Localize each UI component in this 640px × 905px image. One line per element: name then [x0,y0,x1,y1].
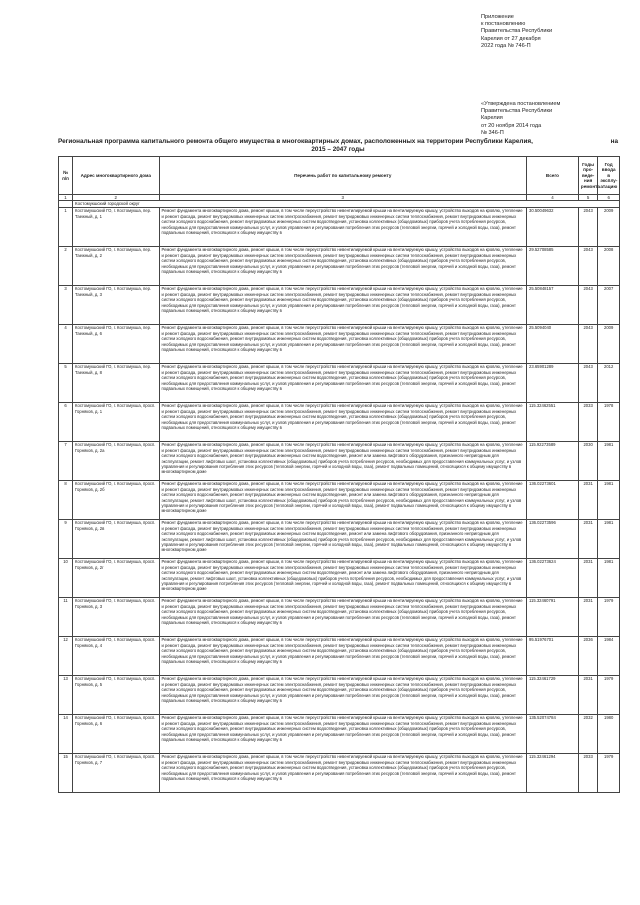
row-works: Ремонт фундамента многоквартирного дома, ремонт крыши, в том числе переустройство невентилируемой крыши на вентилируемую крышу, устройство выходов на кровлю, утепление и ремонт фасада, ремонт внутридомовых инженерных систем электроснабжения, ремонт внутридомовых инженерных систем теплоснабжения, ремонт внутридомовых инженерных систем холодного водоснабжения, ремонт внутридомовых инженерных систем водоотведения, установка коллективных (общедомовых) приборов учета потребления ресурсов, необходимых для предоставления коммунальных услуг, и узлов управления и регулирования потребления этих ресурсов (тепловой энергии, горячей и холодной воды, газа), ремонт подвальных помещений, относящихся к общему имуществу в [159,247,527,286]
table-row [59,208,620,247]
table-row [59,325,620,364]
row-works: Ремонт фундамента многоквартирного дома, ремонт крыши, в том числе переустройство невентилируемой крыши на вентилируемую крышу, устройство выходов на кровлю, утепление и ремонт фасада, ремонт внутридомовых инженерных систем электроснабжения, ремонт внутридомовых инженерных систем теплоснабжения, ремонт внутридомовых инженерных систем холодного водоснабжения, ремонт внутридомовых инженерных систем водоотведения, установка коллективных (общедомовых) приборов учета потребления ресурсов, необходимых для предоставления коммунальных услуг, и узлов управления и регулирования потребления этих ресурсов (тепловой энергии, горячей и холодной воды, газа), ремонт подвальных помещений, относящихся к общему имуществу в [159,754,527,793]
col-number: 3 [159,195,527,201]
col-number: 1 [59,195,73,201]
table-row [59,442,620,481]
row-number: 8 [59,481,73,520]
row-number: 12 [59,637,73,676]
row-number: 15 [59,754,73,793]
row-commission-year: 2009 [598,325,620,364]
col-number: 5 [578,195,597,201]
row-total: 136.02273624 [527,559,579,598]
table-row [59,247,620,286]
row-total: 23.65901289 [527,364,579,403]
row-repair-year: 2031 [578,559,597,598]
row-works: Ремонт фундамента многоквартирного дома, ремонт крыши, в том числе переустройство невентилируемой крыши на вентилируемую крышу, устройство выходов на кровлю, утепление и ремонт фасада, ремонт внутридомовых инженерных систем электроснабжения, ремонт внутридомовых инженерных систем теплоснабжения, ремонт внутридомовых инженерных систем холодного водоснабжения, ремонт внутридомовых инженерных систем водоотведения, установка коллективных (общедомовых) приборов учета потребления ресурсов, необходимых для предоставления коммунальных услуг, и узлов управления и регулирования потребления этих ресурсов (тепловой энергии, горячей и холодной воды, газа), ремонт подвальных помещений, относящихся к общему имуществу в [159,676,527,715]
col-header-address: Адрес многоквартирного дома [73,157,159,195]
row-commission-year: 2012 [598,364,620,403]
row-address: Костомукшский ГО, г. Костомукша, пер. Таежный, д. 1 [73,208,159,247]
row-total: 135.52074784 [527,715,579,754]
row-address: Костомукшский ГО, г. Костомукша, просп. Горняков, д. 2а [73,442,159,481]
col-number: 6 [598,195,620,201]
row-repair-year: 2036 [578,637,597,676]
table-row [59,286,620,325]
row-repair-year: 2031 [578,598,597,637]
table-row [59,637,620,676]
row-address: Костомукшский ГО, г. Костомукша, просп. Горняков, д. 1 [73,403,159,442]
row-number: 3 [59,286,73,325]
table-row [59,754,620,793]
row-number: 13 [59,676,73,715]
row-number: 11 [59,598,73,637]
row-commission-year: 1981 [598,481,620,520]
table-row [59,598,620,637]
row-number: 1 [59,208,73,247]
col-header-repair-years: Годы про-веде-ния ремонта [578,157,597,195]
row-commission-year: 2008 [598,247,620,286]
row-commission-year: 1978 [598,403,620,442]
row-number: 10 [59,559,73,598]
row-works: Ремонт фундамента многоквартирного дома, ремонт крыши, в том числе переустройство невентилируемой крыши на вентилируемую крышу, устройство выходов на кровлю, утепление и ремонт фасада, ремонт внутридомовых инженерных систем электроснабжения, ремонт внутридомовых инженерных систем теплоснабжения, ремонт внутридомовых инженерных систем холодного водоснабжения, ремонт внутридомовых инженерных систем водоотведения, установка коллективных (общедомовых) приборов учета потребления ресурсов, необходимых для предоставления коммунальных услуг, и узлов управления и регулирования потребления этих ресурсов (тепловой энергии, горячей и холодной воды, газа), ремонт подвальных помещений, относящихся к общему имуществу в [159,403,527,442]
table-row [59,559,620,598]
row-repair-year: 2043 [578,286,597,325]
row-address: Костомукшский ГО, г. Костомукша, просп. Горняков, д. 2г [73,559,159,598]
title-suffix: на [610,138,618,145]
col-header-commission-year: Год ввода в эксплу-атацию [598,157,620,195]
row-address: Костомукшский ГО, г. Костомукша, просп. Горняков, д. 2б [73,481,159,520]
row-works: Ремонт фундамента многоквартирного дома, ремонт крыши, в том числе переустройство невентилируемой крыши на вентилируемую крышу, устройство выходов на кровлю, утепление и ремонт фасада, ремонт внутридомовых инженерных систем электроснабжения, ремонт внутридомовых инженерных систем теплоснабжения, ремонт внутридомовых инженерных систем холодного водоснабжения, ремонт внутридомовых инженерных систем водоотведения, ремонт или замена лифтового оборудования, признанного непригодным для эксплуатации, ремонт лифтовых шахт, установка коллективных (общедомовых) приборов учета потребления ресурсов, необходимых для предоставления коммунальных услуг, и узлов управления и регулирования потребления этих ресурсов (тепловой энергии, горячей и холодной воды, газа), ремонт подвальных помещений, относящихся к общему имуществу в многоквартирном доме [159,481,527,520]
row-total: 115.32462551 [527,403,579,442]
table-row [59,481,620,520]
row-total: 115.92273589 [527,442,579,481]
table-row [59,676,620,715]
row-total: 115.32460791 [527,598,579,637]
table-row [59,403,620,442]
row-total: 136.02273601 [527,481,579,520]
row-repair-year: 2043 [578,247,597,286]
row-works: Ремонт фундамента многоквартирного дома, ремонт крыши, в том числе переустройство невентилируемой крыши на вентилируемую крышу, устройство выходов на кровлю, утепление и ремонт фасада, ремонт внутридомовых инженерных систем электроснабжения, ремонт внутридомовых инженерных систем теплоснабжения, ремонт внутридомовых инженерных систем холодного водоснабжения, ремонт внутридомовых инженерных систем водоотведения, установка коллективных (общедомовых) приборов учета потребления ресурсов, необходимых для предоставления коммунальных услуг, и узлов управления и регулирования потребления этих ресурсов (тепловой энергии, горячей и холодной воды, газа), ремонт подвальных помещений, относящихся к общему имуществу в [159,598,527,637]
row-repair-year: 2043 [578,364,597,403]
row-total: 30.50049632 [527,208,579,247]
row-commission-year: 1984 [598,637,620,676]
row-repair-year: 2043 [578,208,597,247]
row-repair-year: 2032 [578,715,597,754]
row-works: Ремонт фундамента многоквартирного дома, ремонт крыши, в том числе переустройство невентилируемой крыши на вентилируемую крышу, устройство выходов на кровлю, утепление и ремонт фасада, ремонт внутридомовых инженерных систем электроснабжения, ремонт внутридомовых инженерных систем теплоснабжения, ремонт внутридомовых инженерных систем холодного водоснабжения, ремонт внутридомовых инженерных систем водоотведения, установка коллективных (общедомовых) приборов учета потребления ресурсов, необходимых для предоставления коммунальных услуг, и узлов управления и регулирования потребления этих ресурсов (тепловой энергии, горячей и холодной воды, газа), ремонт подвальных помещений, относящихся к общему имуществу в [159,637,527,676]
row-commission-year: 1979 [598,598,620,637]
row-repair-year: 2031 [578,676,597,715]
row-repair-year: 2033 [578,754,597,793]
row-commission-year: 2007 [598,286,620,325]
row-number: 5 [59,364,73,403]
approval-note: «Утверждена постановлением Правительства Республики Карелия от 20 ноября 2014 года № 346-П [481,101,561,136]
row-works: Ремонт фундамента многоквартирного дома, ремонт крыши, в том числе переустройство невентилируемой крыши на вентилируемую крышу, устройство выходов на кровлю, утепление и ремонт фасада, ремонт внутридомовых инженерных систем электроснабжения, ремонт внутридомовых инженерных систем теплоснабжения, ремонт внутридомовых инженерных систем холодного водоснабжения, ремонт внутридомовых инженерных систем водоотведения, установка коллективных (общедомовых) приборов учета потребления ресурсов, необходимых для предоставления коммунальных услуг, и узлов управления и регулирования потребления этих ресурсов (тепловой энергии, горячей и холодной воды, газа), ремонт подвальных помещений, относящихся к общему имуществу в [159,715,527,754]
row-address: Костомукшский ГО, г. Костомукша, просп. Горняков, д. 2в [73,520,159,559]
row-number: 6 [59,403,73,442]
row-total: 115.32461294 [527,754,579,793]
repair-program-table [58,156,620,793]
row-address: Костомукшский ГО, г. Костомукша, просп. Горняков, д. 4 [73,637,159,676]
table-row [59,364,620,403]
row-works: Ремонт фундамента многоквартирного дома, ремонт крыши, в том числе переустройство невентилируемой крыши на вентилируемую крышу, устройство выходов на кровлю, утепление и ремонт фасада, ремонт внутридомовых инженерных систем электроснабжения, ремонт внутридомовых инженерных систем теплоснабжения, ремонт внутридомовых инженерных систем холодного водоснабжения, ремонт внутридомовых инженерных систем водоотведения, ремонт или замена лифтового оборудования, признанного непригодным для эксплуатации, ремонт лифтовых шахт, установка коллективных (общедомовых) приборов учета потребления ресурсов, необходимых для предоставления коммунальных услуг, и узлов управления и регулирования потребления этих ресурсов (тепловой энергии, горячей и холодной воды, газа), ремонт подвальных помещений, относящихся к общему имуществу в многоквартирном доме [159,520,527,559]
row-commission-year: 1981 [598,559,620,598]
row-works: Ремонт фундамента многоквартирного дома, ремонт крыши, в том числе переустройство невентилируемой крыши на вентилируемую крышу, устройство выходов на кровлю, утепление и ремонт фасада, ремонт внутридомовых инженерных систем электроснабжения, ремонт внутридомовых инженерных систем теплоснабжения, ремонт внутридомовых инженерных систем холодного водоснабжения, ремонт внутридомовых инженерных систем водоотведения, установка коллективных (общедомовых) приборов учета потребления ресурсов, необходимых для предоставления коммунальных услуг, и узлов управления и регулирования потребления этих ресурсов (тепловой энергии, горячей и холодной воды, газа), ремонт подвальных помещений, относящихся к общему имуществу в [159,208,527,247]
row-repair-year: 2031 [578,481,597,520]
row-address: Костомукшский ГО, г. Костомукша, просп. Горняков, д. 3 [73,598,159,637]
row-repair-year: 2033 [578,403,597,442]
row-address: Костомукшский ГО, г. Костомукша, просп. Горняков, д. 5 [73,676,159,715]
row-address: Костомукшский ГО, г. Костомукша, просп. Горняков, д. 6 [73,715,159,754]
row-total: 25.5094040 [527,325,579,364]
col-header-total: Всего [527,157,579,195]
row-total: 25.50848157 [527,286,579,325]
row-works: Ремонт фундамента многоквартирного дома, ремонт крыши, в том числе переустройство невентилируемой крыши на вентилируемую крышу, устройство выходов на кровлю, утепление и ремонт фасада, ремонт внутридомовых инженерных систем электроснабжения, ремонт внутридомовых инженерных систем теплоснабжения, ремонт внутридомовых инженерных систем холодного водоснабжения, ремонт внутридомовых инженерных систем водоотведения, установка коллективных (общедомовых) приборов учета потребления ресурсов, необходимых для предоставления коммунальных услуг, и узлов управления и регулирования потребления этих ресурсов (тепловой энергии, горячей и холодной воды, газа), ремонт подвальных помещений, относящихся к общему имуществу в [159,364,527,403]
row-works: Ремонт фундамента многоквартирного дома, ремонт крыши, в том числе переустройство невентилируемой крыши на вентилируемую крышу, устройство выходов на кровлю, утепление и ремонт фасада, ремонт внутридомовых инженерных систем электроснабжения, ремонт внутридомовых инженерных систем теплоснабжения, ремонт внутридомовых инженерных систем холодного водоснабжения, ремонт внутридомовых инженерных систем водоотведения, ремонт или замена лифтового оборудования, признанного непригодным для эксплуатации, ремонт лифтовых шахт, установка коллективных (общедомовых) приборов учета потребления ресурсов, необходимых для предоставления коммунальных услуг, и узлов управления и регулирования потребления этих ресурсов (тепловой энергии, горячей и холодной воды, газа), ремонт подвальных помещений, относящихся к общему имуществу в многоквартирном доме [159,442,527,481]
row-address: Костомукшский ГО, г. Костомукша, пер. Таежный, д. 8 [73,364,159,403]
row-repair-year: 2030 [578,442,597,481]
row-total: 136.02273596 [527,520,579,559]
row-works: Ремонт фундамента многоквартирного дома, ремонт крыши, в том числе переустройство невентилируемой крыши на вентилируемую крышу, устройство выходов на кровлю, утепление и ремонт фасада, ремонт внутридомовых инженерных систем электроснабжения, ремонт внутридомовых инженерных систем теплоснабжения, ремонт внутридомовых инженерных систем холодного водоснабжения, ремонт внутридомовых инженерных систем водоотведения, установка коллективных (общедомовых) приборов учета потребления ресурсов, необходимых для предоставления коммунальных услуг, и узлов управления и регулирования потребления этих ресурсов (тепловой энергии, горячей и холодной воды, газа), ремонт подвальных помещений, относящихся к общему имуществу в [159,286,527,325]
row-total: 115.32461729 [527,676,579,715]
row-commission-year: 1981 [598,520,620,559]
table-row [59,715,620,754]
col-header-num: № п/п [59,157,73,195]
col-header-works: Перечень работ по капитальному ремонту [159,157,527,195]
row-commission-year: 1980 [598,715,620,754]
table-row [59,520,620,559]
row-works: Ремонт фундамента многоквартирного дома, ремонт крыши, в том числе переустройство невентилируемой крыши на вентилируемую крышу, устройство выходов на кровлю, утепление и ремонт фасада, ремонт внутридомовых инженерных систем электроснабжения, ремонт внутридомовых инженерных систем теплоснабжения, ремонт внутридомовых инженерных систем холодного водоснабжения, ремонт внутридомовых инженерных систем водоотведения, установка коллективных (общедомовых) приборов учета потребления ресурсов, необходимых для предоставления коммунальных услуг, и узлов управления и регулирования потребления этих ресурсов (тепловой энергии, горячей и холодной воды, газа), ремонт подвальных помещений, относящихся к общему имуществу в [159,325,527,364]
row-repair-year: 2043 [578,325,597,364]
row-address: Костомукшский ГО, г. Костомукша, пер. Таежный, д. 3 [73,286,159,325]
row-commission-year: 1981 [598,442,620,481]
title-line-1: Региональная программа капитального ремонта общего имущества в многоквартирных домах, расположенных на территории Республики Карелия, [58,138,533,145]
group-heading: Костомукшский городской округ [73,201,620,208]
row-address: Костомукшский ГО, г. Костомукша, пер. Таежный, д. 6 [73,325,159,364]
appendix-note: Приложение к постановлению Правительства Республики Карелия от 27 декабря 2022 года № 746-П [481,14,553,49]
row-total: 95.51976701 [527,637,579,676]
row-commission-year: 1979 [598,676,620,715]
row-address: Костомукшский ГО, г. Костомукша, просп. Горняков, д. 7 [73,754,159,793]
row-number: 4 [59,325,73,364]
row-works: Ремонт фундамента многоквартирного дома, ремонт крыши, в том числе переустройство невентилируемой крыши на вентилируемую крышу, устройство выходов на кровлю, утепление и ремонт фасада, ремонт внутридомовых инженерных систем электроснабжения, ремонт внутридомовых инженерных систем теплоснабжения, ремонт внутридомовых инженерных систем холодного водоснабжения, ремонт внутридомовых инженерных систем водоотведения, ремонт или замена лифтового оборудования, признанного непригодным для эксплуатации, ремонт лифтовых шахт, установка коллективных (общедомовых) приборов учета потребления ресурсов, необходимых для предоставления коммунальных услуг, и узлов управления и регулирования потребления этих ресурсов (тепловой энергии, горячей и холодной воды, газа), ремонт подвальных помещений, относящихся к общему имуществу в многоквартирном доме [159,559,527,598]
row-total: 29.52708585 [527,247,579,286]
row-repair-year: 2031 [578,520,597,559]
row-number: 9 [59,520,73,559]
row-commission-year: 1979 [598,754,620,793]
row-number: 7 [59,442,73,481]
row-number: 14 [59,715,73,754]
document-title [58,138,618,154]
row-number: 2 [59,247,73,286]
col-number: 2 [73,195,159,201]
row-address: Костомукшский ГО, г. Костомукша, пер. Таежный, д. 2 [73,247,159,286]
row-commission-year: 2009 [598,208,620,247]
col-number: 4 [527,195,579,201]
title-line-2: 2015 – 2047 годы [311,146,365,153]
